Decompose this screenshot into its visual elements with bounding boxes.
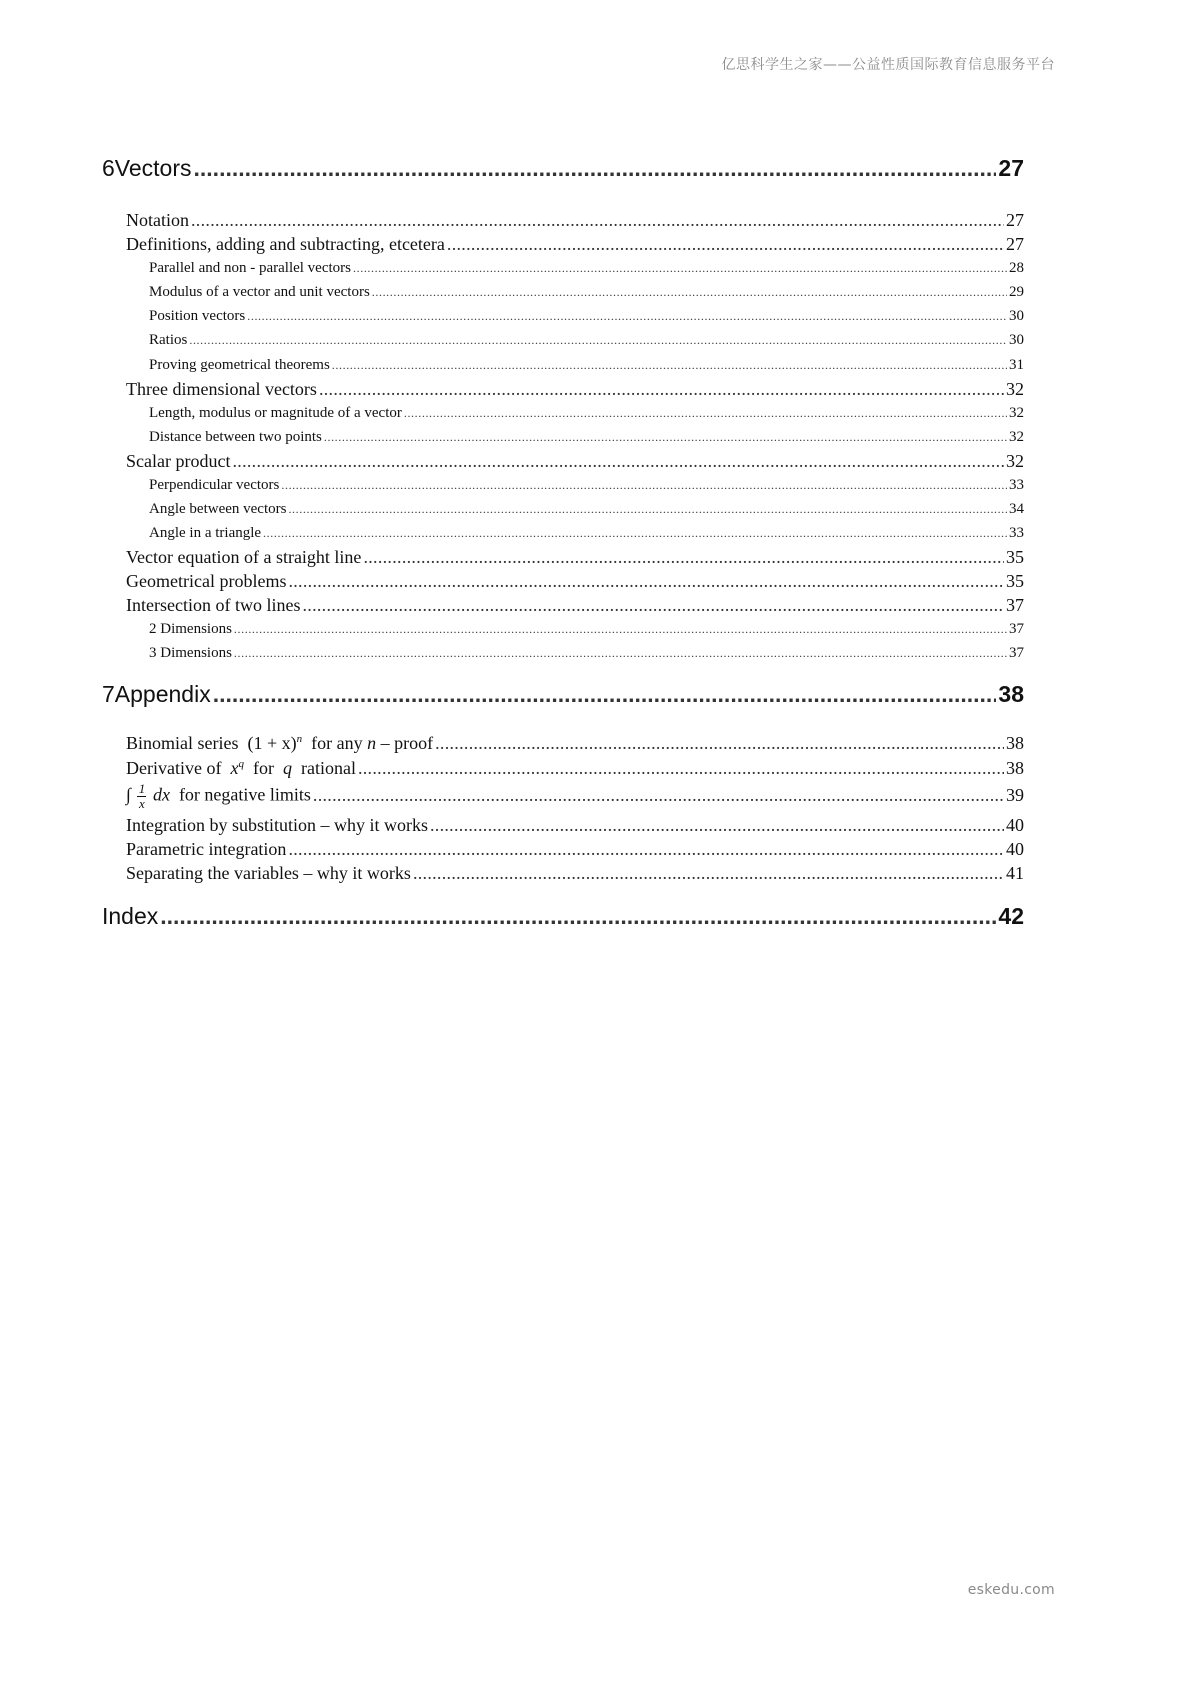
entry-title: Separating the variables – why it works (126, 863, 411, 883)
entry-text: Derivative of (126, 758, 222, 778)
page-number: 31 (1009, 357, 1024, 373)
dot-leader (194, 155, 997, 182)
entry-title: Position vectors (149, 308, 246, 324)
math-superscript: n (296, 733, 303, 745)
dot-leader (302, 595, 1004, 616)
toc-chapter-appendix[interactable] (102, 681, 1024, 708)
dot-leader (332, 358, 1007, 373)
dot-leader (281, 478, 1007, 493)
entry-title (126, 733, 433, 754)
dot-leader (160, 903, 996, 930)
toc-entry-proving[interactable] (149, 357, 1024, 374)
entry-title: Definitions, adding and subtracting, etcetera (126, 234, 445, 254)
dot-leader (404, 406, 1007, 421)
toc-entry-position[interactable] (149, 308, 1024, 325)
toc-entry-3-dimensions[interactable] (149, 645, 1024, 662)
toc-entry-distance[interactable] (149, 429, 1024, 446)
page-number: 27 (998, 155, 1024, 181)
entry-title: Parallel and non - parallel vectors (149, 260, 352, 276)
dot-leader (319, 379, 1004, 400)
entry-title: Perpendicular vectors (149, 477, 280, 493)
chapter-title: Vectors (114, 155, 192, 181)
page-number: 28 (1009, 260, 1024, 276)
entry-title: Geometrical problems (126, 571, 287, 591)
entry-text: rational (300, 758, 356, 778)
page-number: 37 (1009, 645, 1024, 661)
toc-entry-intersection[interactable] (126, 595, 1024, 616)
entry-title: Proving geometrical theorems (149, 357, 330, 373)
entry-title: Three dimensional vectors (126, 379, 317, 399)
math-superscript: q (238, 758, 244, 770)
entry-title: Vector equation of a straight line (126, 547, 362, 567)
toc-entry-length[interactable] (149, 405, 1024, 422)
chapter-title: Index (102, 903, 159, 929)
dot-leader (358, 758, 1004, 779)
dot-leader (247, 309, 1007, 324)
toc-entry-vector-equation[interactable] (126, 547, 1024, 568)
entry-text: for any (311, 733, 363, 753)
entry-title: Angle between vectors (149, 501, 287, 517)
toc-entry-ratios[interactable] (149, 332, 1024, 349)
entry-title: Intersection of two lines (126, 595, 301, 615)
math-variable: n (367, 733, 377, 753)
dot-leader (234, 646, 1007, 661)
dot-leader (353, 261, 1007, 276)
dot-leader (191, 210, 1004, 231)
toc-entry-definitions[interactable] (126, 234, 1024, 255)
page-header: 亿思科学生之家——公益性质国际教育信息服务平台 (721, 57, 1055, 73)
page-number: 35 (1006, 547, 1024, 567)
chapter-number: 6 (102, 155, 115, 181)
dot-leader (363, 547, 1004, 568)
dot-leader (435, 733, 1004, 754)
dot-leader (288, 502, 1007, 517)
toc-entry-parametric[interactable] (126, 839, 1024, 860)
entry-title: Angle in a triangle (149, 525, 262, 541)
dot-leader (232, 451, 1004, 472)
entry-title: Scalar product (126, 451, 231, 471)
toc-entry-angle-vectors[interactable] (149, 501, 1024, 518)
math-variable: q (282, 758, 292, 778)
dot-leader (288, 571, 1004, 592)
page-number: 37 (1006, 595, 1024, 615)
toc-chapter-index[interactable] (102, 903, 1024, 930)
dot-leader (234, 622, 1007, 637)
math-variable: x (230, 758, 239, 778)
dot-leader (263, 526, 1007, 541)
toc-entry-parallel[interactable] (149, 260, 1024, 277)
entry-text: – proof (380, 733, 434, 753)
math-expression: (1 + x) (247, 733, 297, 753)
entry-title: 2 Dimensions (149, 621, 232, 637)
page-number: 32 (1009, 429, 1024, 445)
page-number: 32 (1006, 379, 1024, 399)
fraction (137, 783, 146, 810)
dot-leader (313, 785, 1004, 806)
fraction-denominator: x (139, 796, 145, 811)
toc-entry-derivative[interactable] (126, 758, 1024, 779)
page-number: 34 (1009, 501, 1024, 517)
math-differential: dx (152, 784, 170, 805)
entry-title: Integration by substitution – why it works (126, 815, 428, 835)
toc-entry-scalar-product[interactable] (126, 451, 1024, 472)
toc-entry-2-dimensions[interactable] (149, 621, 1024, 638)
page-number: 42 (998, 903, 1024, 929)
dot-leader (324, 430, 1007, 445)
toc-entry-three-dimensional[interactable] (126, 379, 1024, 400)
page-number: 35 (1006, 571, 1024, 591)
toc-chapter-vectors[interactable] (102, 155, 1024, 182)
entry-title: Notation (126, 210, 189, 230)
dot-leader (189, 333, 1007, 348)
page-number: 29 (1009, 284, 1024, 300)
toc-entry-integral[interactable] (126, 783, 1024, 810)
page-number: 38 (1006, 733, 1024, 753)
dot-leader (447, 234, 1004, 255)
page-number: 38 (1006, 758, 1024, 778)
page-number: 39 (1006, 784, 1024, 805)
dot-leader (372, 285, 1007, 300)
toc-entry-separating[interactable] (126, 863, 1024, 884)
entry-title: 3 Dimensions (149, 645, 232, 661)
toc-entry-binomial[interactable] (126, 733, 1024, 754)
entry-text: Binomial series (126, 733, 239, 753)
dot-leader (413, 863, 1004, 884)
entry-title (126, 758, 356, 779)
entry-title: Length, modulus or magnitude of a vector (149, 405, 402, 421)
page-number: 27 (1006, 210, 1024, 230)
page-number: 33 (1009, 525, 1024, 541)
entry-title: Modulus of a vector and unit vectors (149, 284, 370, 300)
page-number: 32 (1009, 405, 1024, 421)
page-number: 40 (1006, 815, 1024, 835)
toc-entry-perpendicular[interactable] (149, 477, 1024, 494)
entry-text: for (252, 758, 274, 778)
page-number: 32 (1006, 451, 1024, 471)
page-number: 30 (1009, 332, 1024, 348)
entry-title: Ratios (149, 332, 188, 348)
entry-title (126, 783, 311, 810)
page-number: 37 (1009, 621, 1024, 637)
toc-entry-modulus[interactable] (149, 284, 1024, 301)
page-number: 30 (1009, 308, 1024, 324)
page-number: 41 (1006, 863, 1024, 883)
entry-text: for negative limits (178, 784, 311, 805)
chapter-number: 7 (102, 681, 115, 707)
page-number: 40 (1006, 839, 1024, 859)
page-number: 38 (998, 681, 1024, 707)
page-number: 27 (1006, 234, 1024, 254)
integral-symbol: ∫ (126, 784, 131, 805)
entry-title: Parametric integration (126, 839, 287, 859)
toc-entry-geometrical-problems[interactable] (126, 571, 1024, 592)
dot-leader (430, 815, 1004, 836)
dot-leader (288, 839, 1004, 860)
toc-entry-angle-triangle[interactable] (149, 525, 1024, 542)
page-footer: eskedu.com (967, 1582, 1055, 1598)
fraction-numerator: 1 (138, 781, 146, 796)
chapter-title: Appendix (114, 681, 211, 707)
page-number: 33 (1009, 477, 1024, 493)
toc-entry-notation[interactable] (126, 210, 1024, 231)
dot-leader (213, 681, 997, 708)
toc-entry-substitution[interactable] (126, 815, 1024, 836)
entry-title: Distance between two points (149, 429, 322, 445)
